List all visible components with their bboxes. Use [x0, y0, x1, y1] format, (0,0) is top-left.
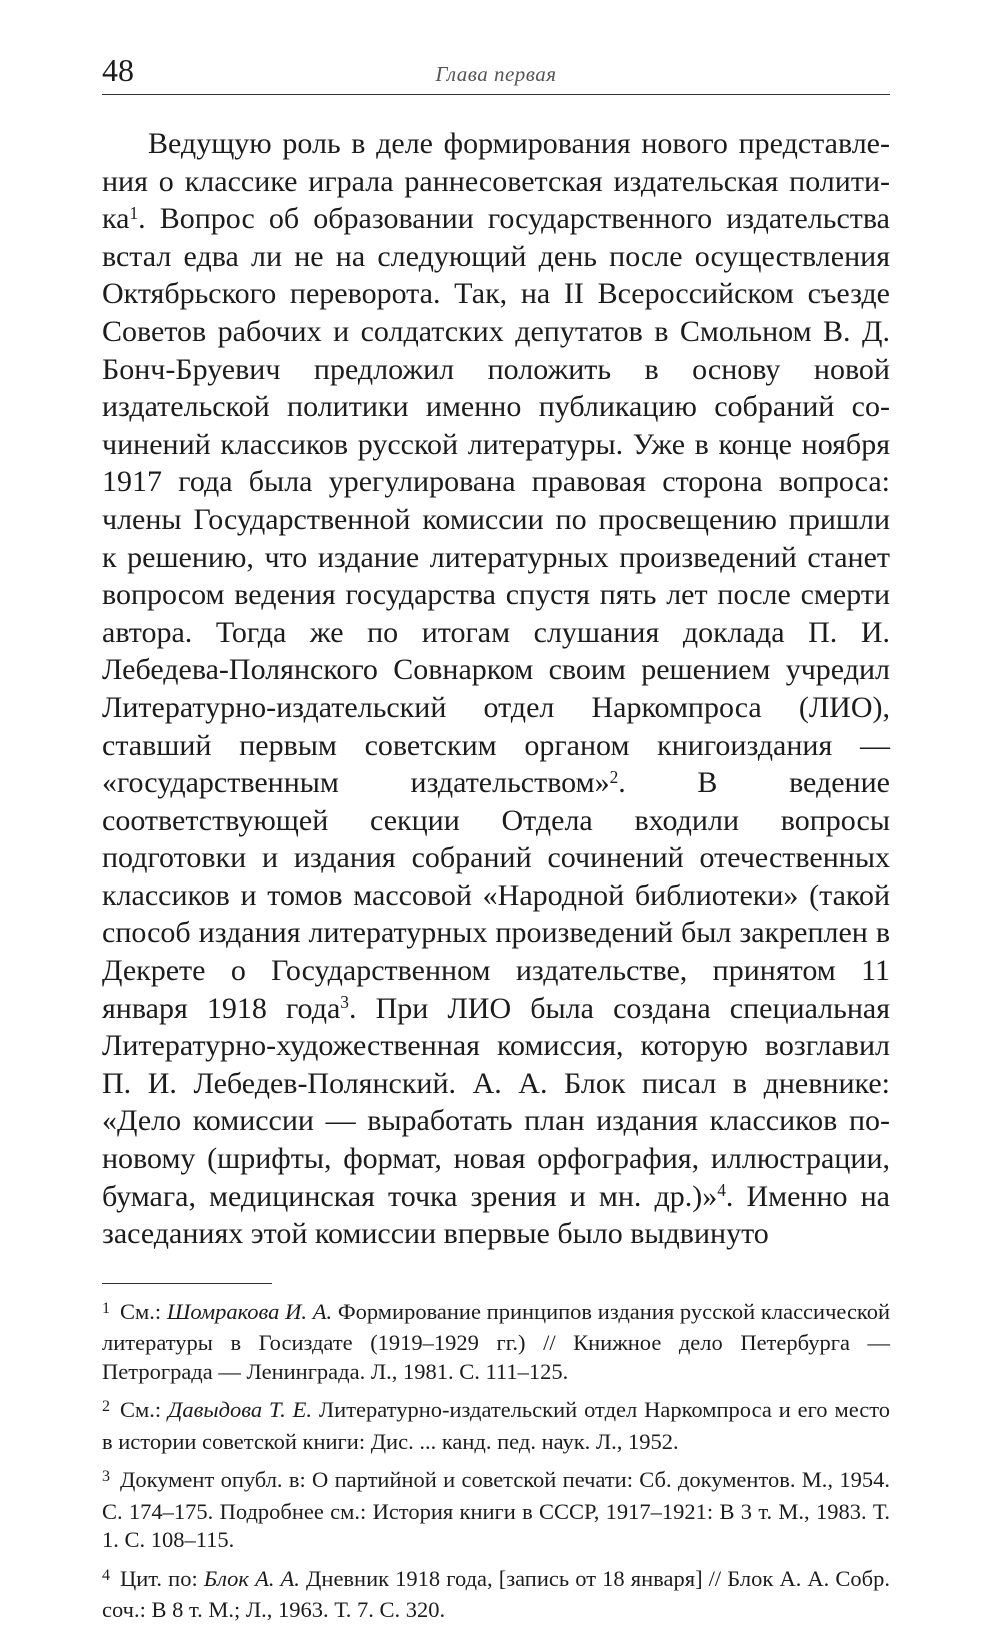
running-head: Глава первая: [435, 62, 557, 86]
footnote-prefix: Цит. по:: [120, 1565, 204, 1591]
body-text-5: . Именно на заседаниях этой комиссии впервые было выдвинуто: [102, 1179, 890, 1251]
book-page: [102, 50, 890, 1635]
footnote-prefix: См.:: [120, 1298, 167, 1324]
footnote-ref-1: 1: [129, 202, 139, 223]
footnote-number: 3: [102, 1468, 110, 1486]
footnote-4: [102, 1565, 890, 1625]
footnote-text: Литературно-издательский отдел Наркомпроса и его место в истории советской книги: Дис. ... канд. пед. наук. Л., 1952.: [102, 1397, 891, 1454]
body-text-3: . В ведение соответствующей секции Отдела входили вопросы подготовки и издания собраний сочинений отечественных классиков и томов массовой «Народной библиотеки» (такой способ издания литературных произведений был закреплен в Декрете о Государственном издательстве, принятом 11 января 1918 года: [102, 766, 890, 1025]
footnote-divider: [102, 1283, 272, 1284]
footnote-text: Дневник 1918 года, [запись от 18 января] // Блок А. А. Собр. соч.: В 8 т. М.; Л., 1963. Т. 7. С. 320.: [102, 1565, 890, 1623]
footnote-author: Давыдова Т. Е.: [168, 1397, 312, 1423]
footnote-text: Формирование принципов издания русской классической литературы в Госиздате (1919–1929 гг.) // Книжное дело Петербурга — Петрограда — Ленинграда. Л., 1981. С. 111–125.: [102, 1298, 891, 1384]
footnote-ref-2: 2: [609, 766, 619, 787]
footnote-ref-3: 3: [340, 992, 349, 1013]
footnote-prefix: См.:: [120, 1397, 169, 1423]
page-header: [102, 50, 890, 95]
footnote-number: 1: [102, 1299, 110, 1317]
footnote-number: 4: [102, 1566, 110, 1584]
body-text-1: Ведущую роль в деле формирования нового представления о классике играла раннесоветская издательская политика: [102, 127, 890, 236]
footnotes: [102, 1298, 890, 1625]
page-number: 48: [102, 52, 134, 88]
footnote-author: Шомракова И. А.: [166, 1298, 333, 1324]
footnote-author: Блок А. А.: [203, 1565, 300, 1591]
footnote-text: Документ опубл. в: О партийной и советской печати: Сб. документов. М., 1954. С. 174–175. Подробнее см.: История книги в СССР, 1917–1921: В 3 т. М., 1983. Т. 1. С. 108–115.: [102, 1467, 890, 1553]
body-text-2: . Вопрос об образовании государственного издательства встал едва ли не на следующий день после осуществления Октябрьского переворота. Так, на II Всероссийском съезде Советов рабочих и солдатских депутатов в Смольном В. Д. Бонч-Бруевич предложил положить в основу новой издательской политики именно публикацию собраний сочинений классиков русской литературы. Уже в конце ноября 1917 года была урегулирована правовая сторона вопроса: члены Государственной комиссии по просвещению пришли к решению, что издание литературных произведений станет вопросом ведения государства спустя пять лет после смерти автора. Тогда же по итогам слушания доклада П. И. Лебедева-Полянского Совнарком своим решением учредил Литературно-издательский отдел Наркомпроса (ЛИО), ставший первым советским органом книгоиздания — «государственным издательством»: [102, 202, 890, 800]
footnote-1: [102, 1298, 890, 1387]
body-text-4: . При ЛИО была создана специальная Литературно-художественная комиссия, которую возглавил П. И. Лебедев-Полянский. А. А. Блок писал в дневнике: «Дело комиссии — выработать план издания классиков по-новому (шрифты, формат, новая орфография, иллюстрации, бумага, медицинская точка зрения и мн. др.)»: [102, 991, 891, 1213]
footnote-2: [102, 1396, 890, 1456]
footnote-ref-4: 4: [717, 1180, 726, 1201]
main-paragraph: [102, 125, 890, 1253]
footnote-number: 2: [102, 1398, 110, 1416]
footnote-3: [102, 1466, 890, 1555]
